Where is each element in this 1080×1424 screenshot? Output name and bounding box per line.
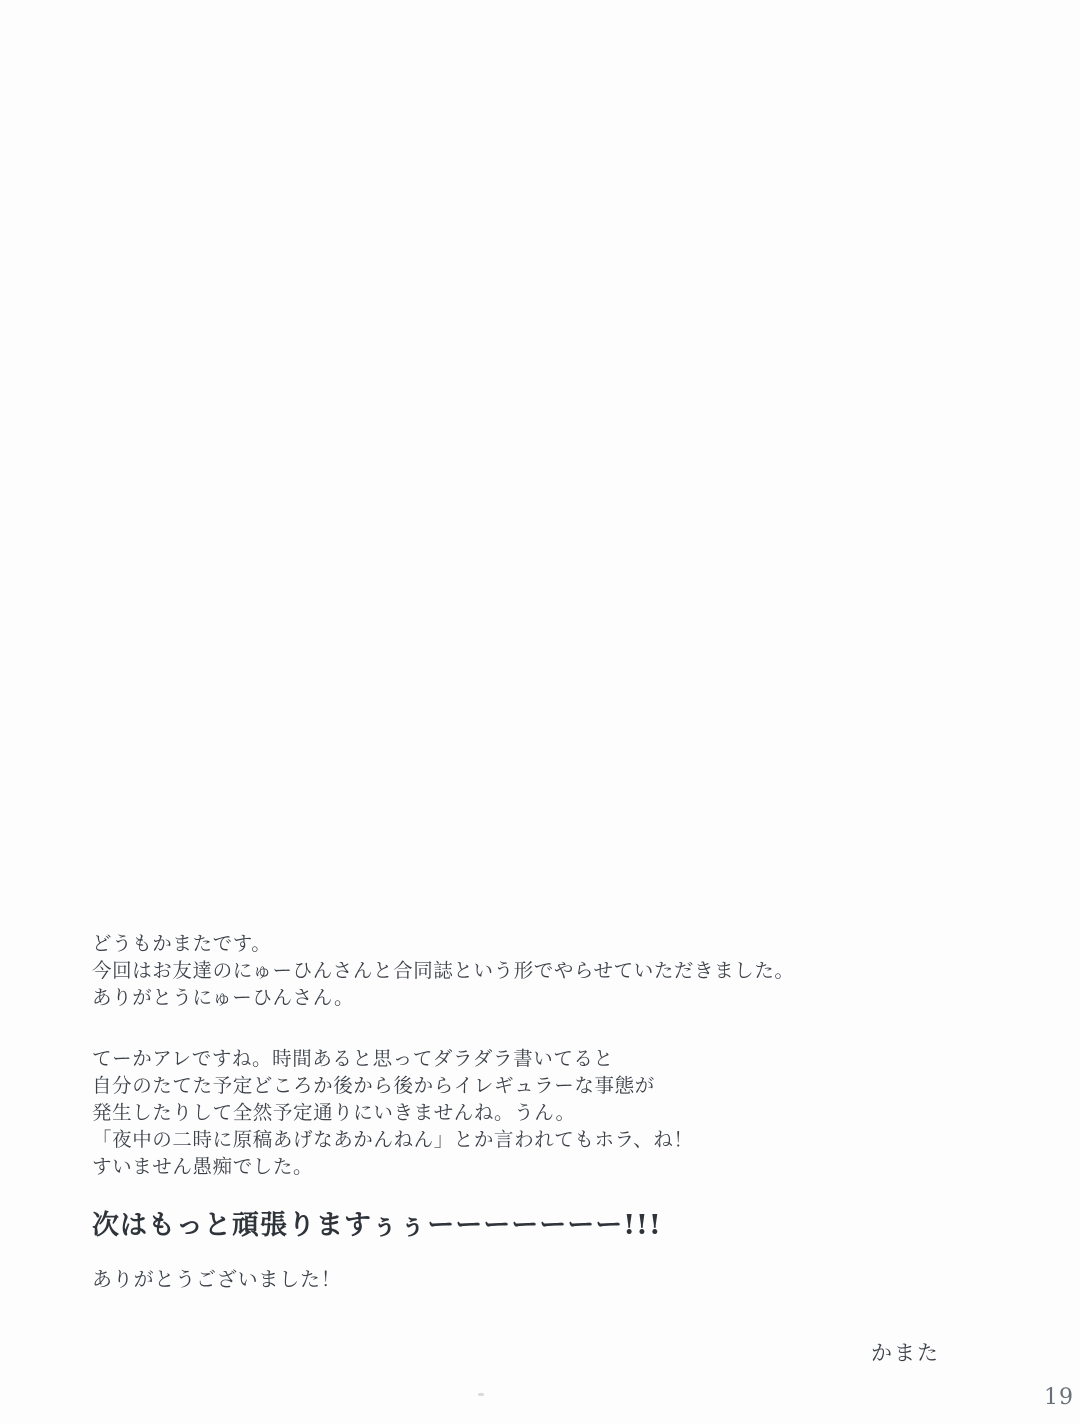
page-number: 19 (1044, 1385, 1074, 1410)
afterword-paragraph-2 (92, 1045, 992, 1180)
afterword-line: ありがとうにゅーひんさん。 (92, 986, 355, 1009)
afterword-shout-line: 次はもっと頑張りますぅぅーーーーーーー!!! (92, 1210, 662, 1241)
afterword-thanks-line: ありがとうございました！ (92, 1267, 342, 1291)
afterword-paragraph-1 (92, 930, 992, 1011)
gutter-mark (478, 1393, 484, 1396)
afterword-line: すいません愚痴でした。 (92, 1155, 314, 1178)
afterword-line: 自分のたてた予定どころか後から後からイレギュラーな事態が (92, 1074, 655, 1097)
paragraph-spacer (92, 1011, 992, 1045)
afterword-line: 今回はお友達のにゅーひんさんと合同誌という形でやらせていただきました。 (92, 959, 795, 982)
afterword-line: てーかアレですね。時間あると思ってダラダラ書いてると (92, 1047, 614, 1070)
author-signature: かまた (871, 1341, 940, 1365)
afterword-line: どうもかまたです。 (92, 932, 272, 955)
afterword-line: 発生したりして全然予定通りにいきませんね。うん。 (92, 1101, 576, 1124)
afterword-line: 「夜中の二時に原稿あげなあかんねん」とか言われてもホラ、ね！ (92, 1128, 694, 1151)
afterword-text-block (92, 930, 992, 1294)
